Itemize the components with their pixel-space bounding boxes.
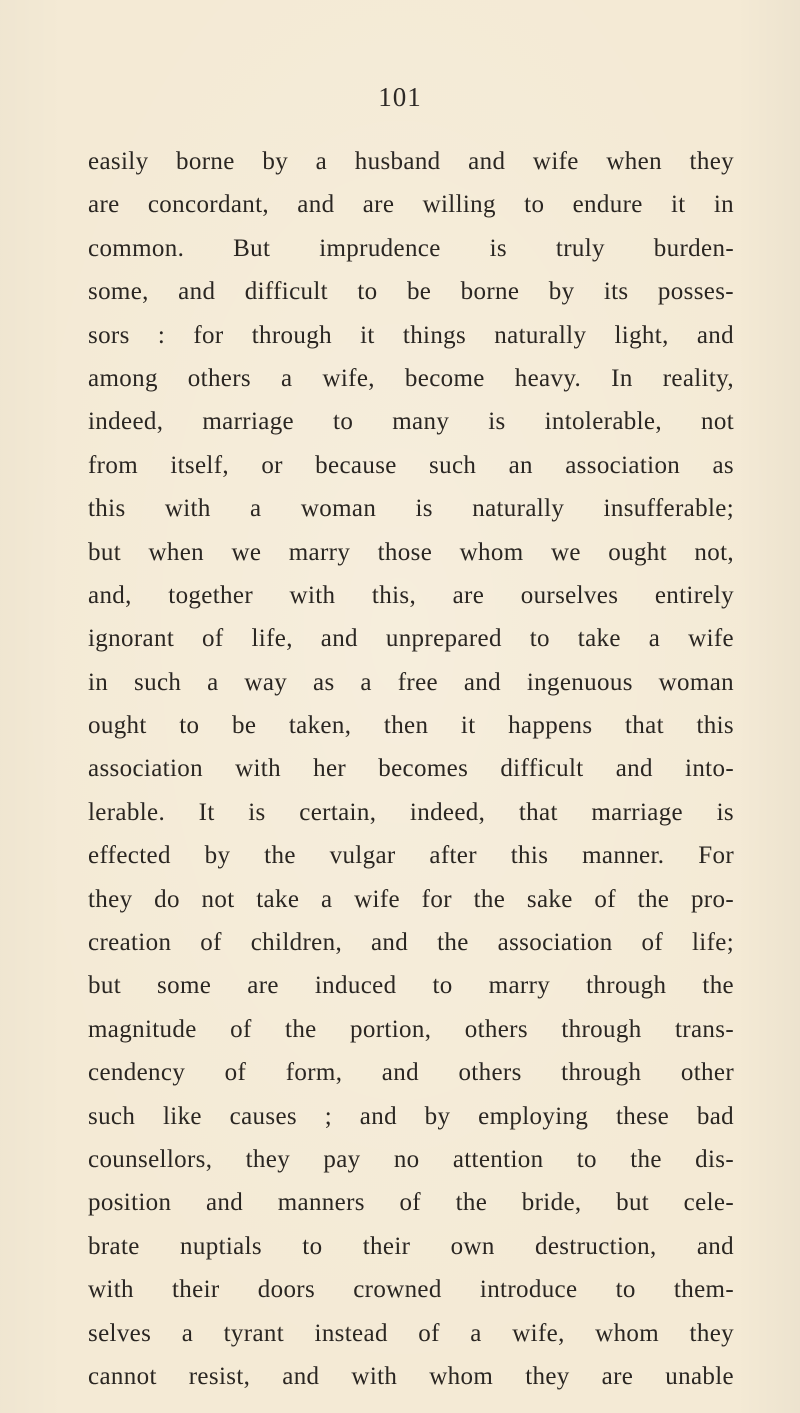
text-line-5: sors : for through it things naturally light, and: [88, 321, 734, 349]
text-line-7: indeed, marriage to many is intolerable, not: [88, 408, 734, 436]
text-line-15: association with her becomes difficult and into-: [88, 755, 734, 783]
text-line-12: ignorant of life, and unprepared to take a wife: [88, 625, 734, 653]
text-line-21: magnitude of the portion, others through trans-: [88, 1015, 734, 1043]
text-line-4: some, and difficult to be borne by its posses-: [88, 278, 734, 306]
text-line-2: are concordant, and are willing to endure it in: [88, 191, 734, 219]
text-line-19: creation of children, and the association of life;: [88, 929, 734, 957]
text-line-28: selves a tyrant instead of a wife, whom they: [88, 1319, 734, 1347]
body-text: [88, 140, 734, 1398]
text-line-23: such like causes ; and by employing these bad: [88, 1102, 734, 1130]
text-line-20: but some are induced to marry through the: [88, 972, 734, 1000]
text-line-11: and, together with this, are ourselves entirely: [88, 581, 734, 609]
text-line-18: they do not take a wife for the sake of the pro-: [88, 885, 734, 913]
text-line-10: but when we marry those whom we ought not,: [88, 538, 734, 566]
text-line-27: with their doors crowned introduce to them-: [88, 1276, 734, 1304]
text-line-9: this with a woman is naturally insufferable;: [88, 495, 734, 523]
text-line-26: brate nuptials to their own destruction, and: [88, 1232, 734, 1260]
text-line-8: from itself, or because such an association as: [88, 451, 734, 479]
text-line-6: among others a wife, become heavy. In reality,: [88, 364, 734, 392]
text-line-22: cendency of form, and others through other: [88, 1059, 734, 1087]
page-number: 101: [378, 82, 422, 112]
text-line-3: common. But imprudence is truly burden-: [88, 234, 734, 262]
text-line-1: easily borne by a husband and wife when they: [88, 148, 734, 175]
text-line-14: ought to be taken, then it happens that this: [88, 712, 734, 740]
text-line-17: effected by the vulgar after this manner. For: [88, 842, 734, 870]
text-line-29: cannot resist, and with whom they are unable: [88, 1362, 734, 1390]
text-line-25: position and manners of the bride, but cele-: [88, 1189, 734, 1217]
text-line-13: in such a way as a free and ingenuous woman: [88, 668, 734, 696]
text-line-24: counsellors, they pay no attention to the dis-: [88, 1145, 734, 1173]
text-line-16: lerable. It is certain, indeed, that marriage is: [88, 798, 734, 826]
